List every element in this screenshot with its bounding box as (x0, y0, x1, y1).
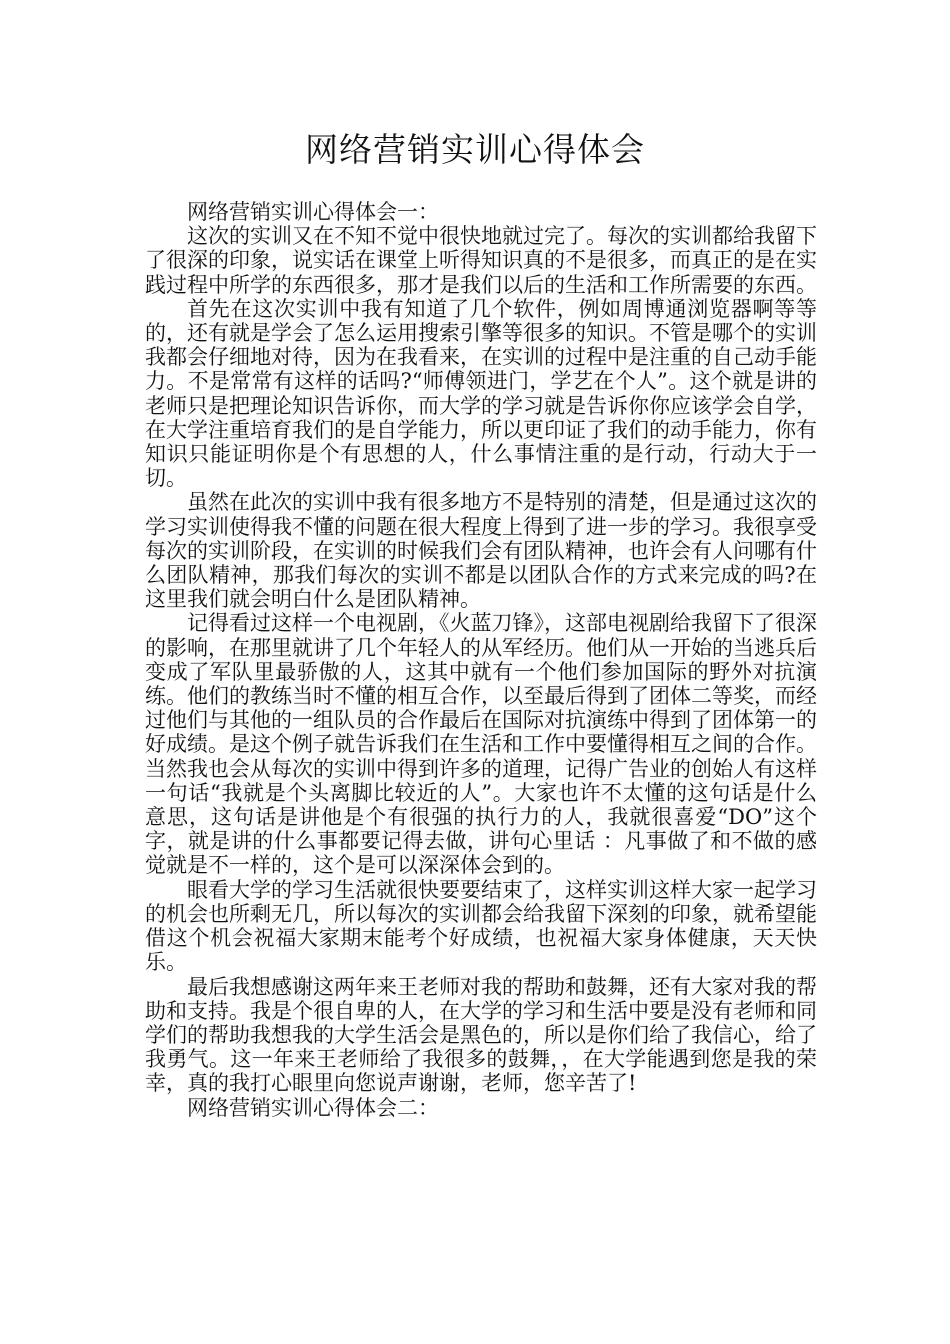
paragraph: 虽然在此次的实训中我有很多地方不是特别的清楚，但是通过这次的学习实训使得我不懂的问题在很大程度上得到了进一步的学习。我很享受每次的实训阶段，在实训的时候我们会有团队精神，也许会有人问哪有什么团队精神，那我们每次的实训不都是以团队合作的方式来完成的吗?在这里我们就会明白什么是团队精神。 (145, 490, 817, 612)
paragraph: 记得看过这样一个电视剧，《火蓝刀锋》，这部电视剧给我留下了很深的影响，在那里就讲了几个年轻人的从军经历。他们从一开始的当逃兵后变成了军队里最骄傲的人，这其中就有一个他们参加国际的野外对抗演练。他们的教练当时不懂的相互合作，以至最后得到了团体二等奖，而经过他们与其他的一组队员的合作最后在国际对抗演练中得到了团体第一的好成绩。是这个例子就告诉我们在生活和工作中要懂得相互之间的合作。当然我也会从每次的实训中得到许多的道理，记得广告业的创始人有这样一句话“我就是个头离脚比较近的人”。大家也许不太懂的这句话是什么意思，这句话是讲他是个有很强的执行力的人，我就很喜爱“DO”这个字，就是讲的什么事都要记得去做，讲句心里话 ：凡事做了和不做的感觉就是不一样的，这个是可以深深体会到的。 (145, 611, 817, 878)
paragraph: 这次的实训又在不知不觉中很快地就过完了。每次的实训都给我留下了很深的印象，说实话在课堂上听得知识真的不是很多，而真正的是在实践过程中所学的东西很多，那才是我们以后的生活和工作所需要的东西。 (145, 224, 817, 297)
paragraph: 首先在这次实训中我有知道了几个软件，例如周博通浏览器啊等等的，还有就是学会了怎么运用搜索引擎等很多的知识。不管是哪个的实训我都会仔细地对待，因为在我看来，在实训的过程中是注重的自己动手能力。不是常常有这样的话吗?“师傅领进门，学艺在个人”。这个就是讲的老师只是把理论知识告诉你，而大学的学习就是告诉你你应该学会自学，在大学注重培育我们的是自学能力，所以更印证了我们的动手能力，你有知识只能证明你是个有思想的人，什么事情注重的是行动，行动大于一切。 (145, 296, 817, 491)
paragraph-heading-1: 网络营销实训心得体会一： (187, 200, 439, 224)
paragraph-heading-2: 网络营销实训心得体会二： (187, 1095, 439, 1120)
paragraph: 最后我想感谢这两年来王老师对我的帮助和鼓舞，还有大家对我的帮助和支持。我是个很自卑的人，在大学的学习和生活中要是没有老师和同学们的帮助我想我的大学生活会是黑色的，所以是你们给了我信心，给了我勇气。这一年来王老师给了我很多的鼓舞，，在大学能遇到您是我的荣幸，真的我打心眼里向您说声谢谢，老师，您辛苦了! (145, 974, 817, 1096)
document-body (145, 200, 817, 1120)
paragraph: 眼看大学的学习生活就很快要要结束了，这样实训这样大家一起学习的机会也所剩无几，所以每次的实训都会给我留下深刻的印象，就希望能借这个机会祝福大家期末能考个好成绩，也祝福大家身体健康，天天快乐。 (145, 877, 817, 975)
document-title: 网络营销实训心得体会 (305, 130, 645, 169)
